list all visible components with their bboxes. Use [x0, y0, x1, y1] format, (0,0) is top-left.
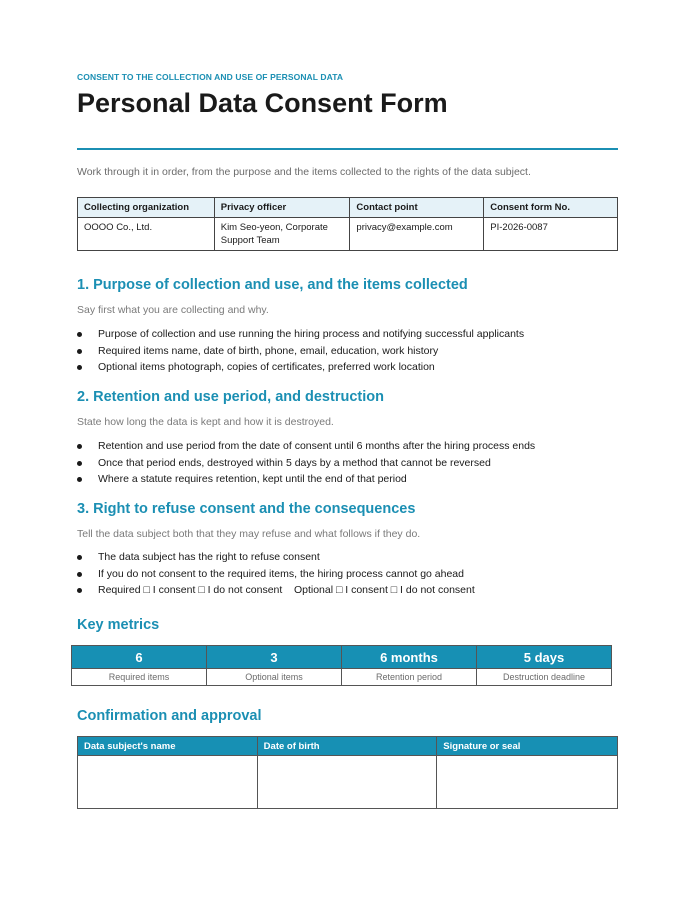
info-cell-privacy-officer: Kim Seo-yeon, Corporate Support Team: [214, 218, 350, 251]
metric-value-retention-period: 6 months: [342, 646, 477, 669]
list-item: [77, 438, 618, 455]
bullet-icon: [77, 588, 82, 593]
list-item: [77, 343, 618, 360]
key-metrics-table: [71, 645, 612, 686]
confirmation-input-row: [78, 756, 618, 809]
confirm-header-signature: Signature or seal: [437, 737, 618, 756]
info-cell-contact-point: privacy@example.com: [350, 218, 484, 251]
confirm-header-name: Data subject's name: [78, 737, 258, 756]
bullet-icon: [77, 332, 82, 337]
info-cell-form-number: PI-2026-0087: [484, 218, 618, 251]
page-title: Personal Data Consent Form: [77, 88, 448, 118]
info-table-row: [78, 218, 618, 251]
metric-label-destruction-deadline: Destruction deadline: [477, 669, 612, 686]
title-divider: [77, 148, 618, 150]
list-item-text: If you do not consent to the required items, the hiring process cannot go ahead: [98, 567, 464, 580]
info-header-organization: Collecting organization: [78, 198, 215, 218]
list-item-text: Optional items photograph, copies of certificates, preferred work location: [98, 361, 435, 373]
list-item-text: Where a statute requires retention, kept until the end of that period: [98, 473, 407, 485]
signature-field[interactable]: [437, 756, 618, 809]
data-subject-name-field[interactable]: [78, 756, 258, 809]
section-1-heading: 1. Purpose of collection and use, and the items collected: [77, 277, 468, 293]
list-item-text: The data subject has the right to refuse consent: [98, 551, 320, 563]
bullet-icon: [77, 349, 82, 354]
list-item-text: Required items name, date of birth, phone, email, education, work history: [98, 344, 439, 357]
list-item: [77, 455, 618, 472]
bullet-icon: [77, 477, 82, 482]
list-item-text: Once that period ends, destroyed within 5 days by a method that cannot be reversed: [98, 456, 491, 469]
metrics-value-row: [72, 646, 612, 669]
metric-label-retention-period: Retention period: [342, 669, 477, 686]
list-item: [77, 326, 618, 343]
info-header-privacy-officer: Privacy officer: [214, 198, 350, 218]
confirmation-header-row: [78, 737, 618, 756]
list-item: [77, 471, 618, 488]
bullet-icon: [77, 461, 82, 466]
info-header-contact-point: Contact point: [350, 198, 484, 218]
info-cell-organization: OOOO Co., Ltd.: [78, 218, 215, 251]
confirmation-table: [77, 736, 618, 809]
form-eyebrow: CONSENT TO THE COLLECTION AND USE OF PERSONAL DATA: [77, 72, 344, 82]
metric-value-required-items: 6: [72, 646, 207, 669]
metric-label-optional-items: Optional items: [207, 669, 342, 686]
info-table-header-row: [78, 198, 618, 218]
date-of-birth-field[interactable]: [257, 756, 437, 809]
bullet-icon: [77, 444, 82, 449]
bullet-icon: [77, 572, 82, 577]
list-item-text: Purpose of collection and use running the hiring process and notifying successful applicants: [98, 328, 525, 340]
confirmation-heading: Confirmation and approval: [77, 708, 262, 724]
info-header-form-number: Consent form No.: [484, 198, 618, 218]
section-1-subtitle: Say first what you are collecting and why.: [77, 304, 269, 316]
list-item: [77, 359, 618, 376]
section-3-list: [77, 549, 618, 599]
organization-info-table: [77, 197, 618, 251]
list-item-text: Required □ I consent □ I do not consent Optional □ I consent □ I do not consent: [98, 584, 475, 596]
confirm-header-dob: Date of birth: [257, 737, 437, 756]
list-item: [77, 566, 618, 583]
bullet-icon: [77, 555, 82, 560]
section-2-subtitle: State how long the data is kept and how it is destroyed.: [77, 416, 334, 428]
list-item: [77, 549, 618, 566]
section-2-list: [77, 438, 618, 488]
section-3-subtitle: Tell the data subject both that they may refuse and what follows if they do.: [77, 528, 421, 540]
bullet-icon: [77, 365, 82, 370]
metric-label-required-items: Required items: [72, 669, 207, 686]
section-1-list: [77, 326, 618, 376]
metric-value-optional-items: 3: [207, 646, 342, 669]
metric-value-destruction-deadline: 5 days: [477, 646, 612, 669]
list-item-text: Retention and use period from the date of consent until 6 months after the hiring process ends: [98, 440, 536, 452]
key-metrics-heading: Key metrics: [77, 617, 160, 633]
intro-text: Work through it in order, from the purpose and the items collected to the rights of the data subject.: [77, 166, 531, 178]
section-3-heading: 3. Right to refuse consent and the consequences: [77, 501, 416, 517]
list-item: [77, 582, 618, 599]
metrics-label-row: [72, 669, 612, 686]
section-2-heading: 2. Retention and use period, and destruction: [77, 389, 384, 405]
